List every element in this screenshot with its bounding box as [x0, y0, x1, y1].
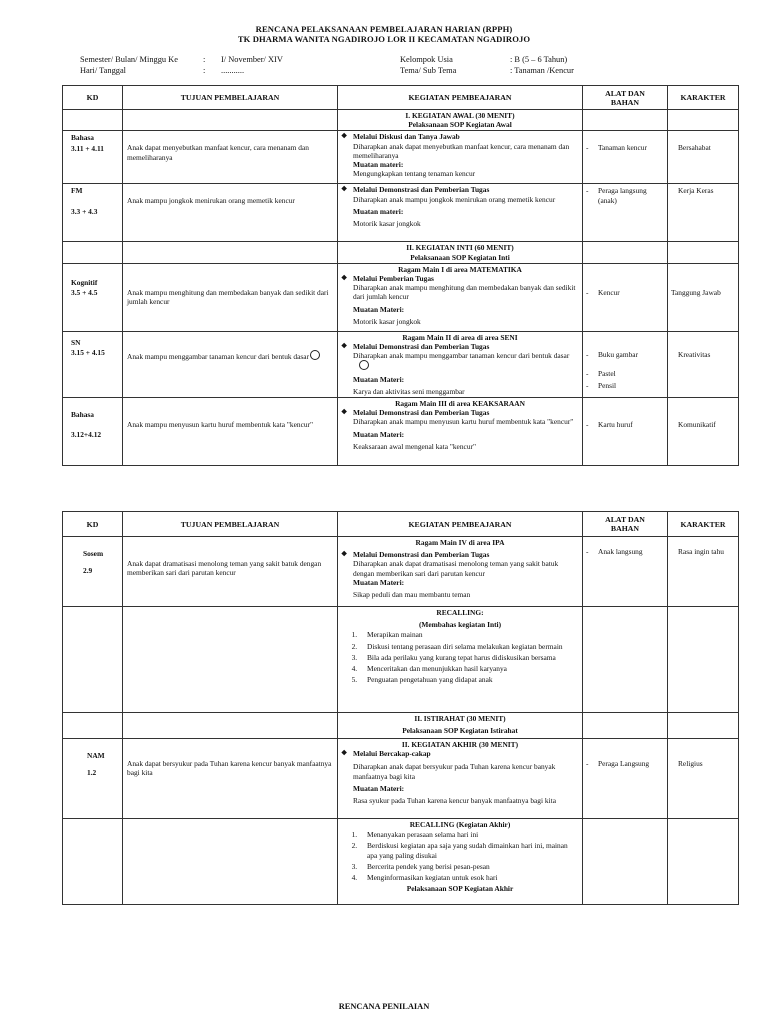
recalling-row	[63, 607, 739, 713]
list-item: 2. Berdiskusi kegiatan apa saja yang sudah dimainkan hari ini, mainan apa yang paling disukai	[359, 841, 579, 859]
alat-item: Anak langsung	[598, 547, 643, 556]
col-alat-line2: BAHAN	[610, 97, 640, 107]
hari-colon: :	[203, 66, 206, 75]
method-label: Melalui Demonstrasi dan Pemberian Tugas	[353, 550, 490, 560]
alat-item: Peraga Langsung	[598, 759, 650, 768]
recalling-row	[63, 819, 739, 905]
section-title: II. KEGIATAN AKHIR (30 MENIT)	[401, 740, 519, 749]
tema-label: Tema/ Sub Tema	[400, 66, 457, 75]
method-label: Melalui Demonstrasi dan Pemberian Tugas	[353, 185, 490, 195]
activity-description: Diharapkan anak dapat dramatisasi menolong teman yang sakit batuk dengan memberikan sari dari parutan kencur	[353, 559, 559, 578]
tujuan-cell: Anak mampu jongkok menirukan orang memetik kencur	[123, 184, 338, 242]
method-label: Melalui Demonstrasi dan Pemberian Tugas	[353, 342, 490, 352]
kd-code: 3.5 + 4.5	[71, 288, 98, 298]
tujuan-cell: Anak dapat bersyukur pada Tuhan karena kencur banyak manfaatnya bagi kita	[123, 739, 338, 819]
assessment-plan-title: RENCANA PENILAIAN	[338, 1002, 430, 1011]
kd-area: Bahasa	[71, 133, 95, 143]
recalling-list	[341, 630, 579, 684]
section-sop: Pelaksanaan SOP Kegiatan Akhir	[406, 884, 514, 894]
muatan-label: Muatan materi:	[353, 206, 404, 216]
karakter-cell: Rasa ingin tahu	[668, 537, 739, 607]
semester-label: Semester/ Bulan/ Minggu Ke	[80, 55, 178, 64]
muatan-text: Keaksaraan awal mengenal kata "kencur"	[353, 441, 476, 451]
alat-item: Pastel	[598, 369, 616, 379]
list-item: 2. Diskusi tentang perasaan diri selama melakukan kegiatan bermain	[359, 642, 579, 651]
alat-dash: -	[586, 186, 589, 196]
section-sop: Pelaksanaan SOP Kegiatan Awal	[408, 120, 512, 130]
diamond-bullet-icon: ❖	[341, 185, 348, 194]
diamond-bullet-icon: ❖	[341, 408, 348, 417]
alat-dash: -	[586, 349, 589, 359]
muatan-text: Sikap peduli dan mau membantu teman	[353, 590, 471, 600]
circle-shape-icon	[359, 360, 369, 370]
rpph-table-2	[62, 511, 739, 905]
list-item: 1. Menanyakan perasaan selama hari ini	[359, 830, 579, 839]
col-kegiatan: KEGIATAN PEMBEAJARAN	[338, 512, 583, 537]
muatan-label: Muatan Materi:	[353, 374, 405, 384]
alat-dash: -	[586, 759, 589, 768]
method-label: Melalui Pemberian Tugas	[353, 274, 434, 284]
alat-item: Buku gambar	[598, 349, 639, 359]
muatan-label: Muatan Materi:	[353, 783, 405, 793]
diamond-bullet-icon: ❖	[341, 274, 348, 283]
method-label: Melalui Bercakap-cakap	[353, 749, 431, 759]
recalling-list	[341, 830, 579, 882]
method-label: Melalui Demonstrasi dan Pemberian Tugas	[353, 408, 490, 418]
col-alat	[583, 86, 668, 110]
kd-area: Bahasa	[71, 410, 95, 420]
semester-value: I/ November/ XIV	[221, 55, 283, 64]
tema-value: : Tanaman /Kencur	[510, 66, 574, 75]
activity-description: Diharapkan anak mampu menggambar tanaman kencur dari bentuk dasar	[353, 351, 570, 361]
karakter-cell: Kerja Keras	[668, 184, 739, 242]
school-name: TK DHARMA WANITA NGADIROJO LOR II KECAMATAN NGADIROJO	[237, 34, 531, 44]
table-row	[63, 537, 739, 607]
table-row	[63, 184, 739, 242]
table-row	[63, 131, 739, 184]
karakter-cell: Bersahabat	[668, 131, 739, 184]
ragam-title: Ragam Main II di area di area SENI	[402, 332, 518, 342]
col-kegiatan: KEGIATAN PEMBEAJARAN	[338, 86, 583, 110]
alat-item: Kencur	[598, 287, 620, 297]
alat-dash: -	[586, 547, 589, 556]
col-alat	[583, 512, 668, 537]
alat-dash: -	[586, 143, 589, 153]
tujuan-cell: Anak dapat menyebutkan manfaat kencur, cara menanam dan memeliharanya	[123, 131, 338, 184]
recalling-title: RECALLING (Kegiatan Akhir)	[409, 820, 511, 829]
recalling-title: RECALLING:	[436, 608, 484, 617]
col-karakter: KARAKTER	[668, 512, 739, 537]
document-title: RENCANA PELAKSANAAN PEMBELAJARAN HARIAN (RPPH)	[255, 24, 513, 34]
kd-code: 3.15 + 4.15	[71, 348, 105, 358]
col-karakter: KARAKTER	[668, 86, 739, 110]
hari-label: Hari/ Tanggal	[80, 66, 127, 75]
muatan-label: Muatan materi:	[353, 160, 404, 170]
section-row-awal	[63, 110, 739, 131]
tujuan-cell: Anak dapat dramatisasi menolong teman yang sakit batuk dengan memberikan sari dari parutan kencur	[123, 537, 338, 607]
karakter-cell: Kreativitas	[668, 331, 739, 397]
alat-item: Kartu huruf	[598, 420, 633, 430]
diamond-bullet-icon: ❖	[341, 342, 348, 351]
diamond-bullet-icon: ❖	[341, 132, 348, 141]
list-item: 4. Menginformasikan kegiatan untuk esok hari	[359, 873, 579, 882]
circle-shape-icon	[310, 350, 320, 360]
muatan-label: Muatan Materi:	[353, 304, 405, 314]
rpph-table-1	[62, 85, 739, 466]
muatan-text: Motorik kasar jongkok	[353, 219, 421, 229]
kd-code: 2.9	[83, 566, 93, 576]
tujuan-cell: Anak mampu menyusun kartu huruf membentuk kata "kencur"	[123, 398, 338, 466]
section-title: I. KEGIATAN AWAL (30 MENIT)	[405, 111, 515, 120]
ragam-title: Ragam Main III di area KEAKSARAAN	[395, 399, 525, 409]
diamond-bullet-icon: ❖	[341, 749, 348, 758]
tujuan-cell: Anak mampu menggambar tanaman kencur dari bentuk dasar	[127, 351, 310, 361]
muatan-text: Motorik kasar jongkok	[353, 316, 421, 326]
alat-item: Tanaman kencur	[598, 143, 647, 153]
muatan-text: Karya dan aktivitas seni menggambar	[353, 386, 465, 396]
kd-area: Kognitif	[71, 277, 98, 287]
col-tujuan: TUJUAN PEMBELAJARAN	[123, 86, 338, 110]
activity-description: Diharapkan anak mampu jongkok menirukan orang memetik kencur	[353, 194, 556, 204]
semester-colon: :	[203, 55, 206, 64]
activity-description: Diharapkan anak mampu menyusun kartu huruf membentuk kata "kencur"	[353, 417, 574, 427]
ragam-title: Ragam Main IV di area IPA	[415, 538, 505, 547]
alat-dash: -	[586, 287, 589, 297]
section-title: II. ISTIRAHAT (30 MENIT)	[414, 714, 506, 723]
alat-item: Pensil	[598, 381, 617, 391]
alat-item: Peraga langsung (anak)	[598, 186, 647, 205]
kd-code: 3.12+4.12	[71, 430, 102, 440]
activity-description: Diharapkan anak mampu menghitung dan membedakan banyak dan sedikit dari jumlah kencur	[353, 283, 576, 302]
table-row	[63, 263, 739, 331]
list-item: 4. Menceritakan dan menunjukkan hasil karyanya	[359, 664, 579, 673]
section-title: II. KEGIATAN INTI (60 MENIT)	[406, 243, 514, 253]
alat-dash: -	[586, 369, 589, 379]
muatan-text: Rasa syukur pada Tuhan karena kencur banyak manfaatnya bagi kita	[353, 796, 556, 806]
kd-area: FM	[71, 186, 83, 196]
list-item: 3. Bercerita pendek yang berisi pesan-pesan	[359, 862, 579, 871]
kd-area: Sosem	[83, 549, 104, 558]
hari-value: ...........	[221, 66, 245, 75]
kd-code: 3.3 + 4.3	[71, 206, 98, 216]
table-row	[63, 398, 739, 466]
karakter-cell: Komunikatif	[668, 398, 739, 466]
tujuan-cell: Anak mampu menghitung dan membedakan banyak dan sedikit dari jumlah kencur	[123, 263, 338, 331]
activity-description: Diharapkan anak dapat menyebutkan manfaat kencur, cara menanam dan memeliharanya	[353, 141, 570, 160]
list-item: 1. Merapikan mainan	[359, 630, 579, 639]
kd-area: SN	[71, 337, 81, 347]
muatan-label: Muatan Materi:	[353, 429, 405, 439]
alat-dash: -	[586, 420, 589, 430]
alat-dash: -	[586, 381, 589, 391]
diamond-bullet-icon: ❖	[341, 550, 348, 559]
col-alat-line1: ALAT DAN	[605, 515, 645, 524]
kd-area: NAM	[87, 751, 105, 760]
col-alat-line1: ALAT DAN	[605, 88, 645, 98]
table-row	[63, 739, 739, 819]
method-label: Melalui Diskusi dan Tanya Jawab	[353, 132, 460, 142]
activity-description: Diharapkan anak dapat bersyukur pada Tuhan karena kencur banyak manfaatnya bagi kita	[353, 762, 556, 781]
list-item: 5. Penguatan pengetahuan yang didapat anak	[359, 675, 579, 684]
ragam-title: Ragam Main I di area MATEMATIKA	[398, 264, 522, 274]
recalling-subtitle: (Membahas kegiatan Inti)	[418, 620, 502, 630]
table-row	[63, 331, 739, 397]
col-tujuan: TUJUAN PEMBELAJARAN	[123, 512, 338, 537]
kelompok-label: Kelompok Usia	[400, 55, 453, 64]
karakter-cell: Tanggung Jawab	[668, 263, 739, 331]
muatan-label: Muatan Materi:	[353, 577, 405, 587]
kelompok-value: : B (5 – 6 Tahun)	[510, 55, 568, 64]
section-row-inti	[63, 242, 739, 263]
list-item: 3. Bila ada perilaku yang kurang tepat harus didiskusikan bersama	[359, 653, 579, 662]
table-header-row	[63, 512, 739, 537]
section-row-istirahat	[63, 713, 739, 739]
kd-code: 1.2	[87, 768, 97, 778]
section-sop: Pelaksanaan SOP Kegiatan Istirahat	[402, 726, 518, 736]
muatan-text: Mengungkapkan tentang tenaman kencur	[353, 169, 476, 179]
table-header-row	[63, 86, 739, 110]
section-sop: Pelaksanaan SOP Kegiatan Inti	[410, 252, 510, 262]
col-kd: KD	[63, 512, 123, 537]
karakter-cell: Religius	[668, 739, 739, 819]
kd-code: 3.11 + 4.11	[71, 143, 104, 153]
col-kd: KD	[63, 86, 123, 110]
col-alat-line2: BAHAN	[610, 524, 640, 533]
